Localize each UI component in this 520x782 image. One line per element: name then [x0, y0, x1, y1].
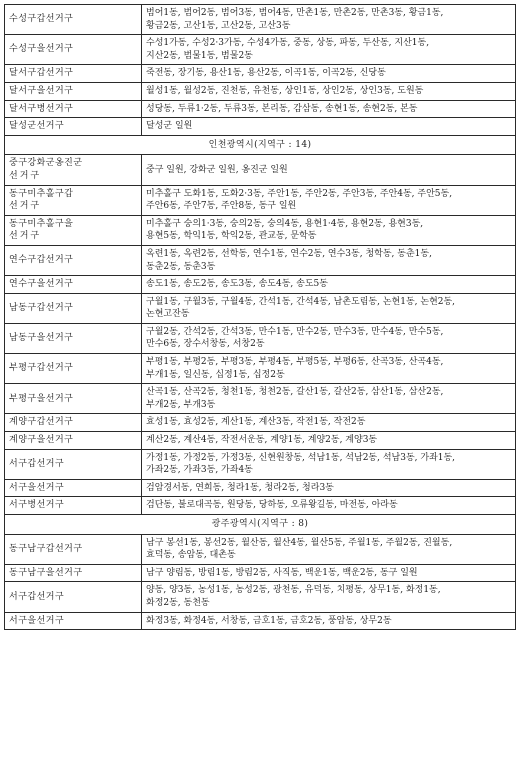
- district-areas-line: 미추홀구 도화1동, 도화2·3동, 주안1동, 주안2동, 주안3동, 주안4동, 주안5동,: [146, 188, 453, 199]
- district-row: [5, 5, 516, 35]
- district-areas: [142, 245, 516, 275]
- district-name: [5, 384, 142, 414]
- district-areas-line: 화정3동, 화정4동, 서창동, 금호1동, 금호2동, 풍암동, 상무2동: [146, 615, 392, 626]
- district-areas: [142, 564, 516, 582]
- district-areas-line: 동춘2동, 동춘3동: [146, 261, 216, 272]
- district-areas-line: 월성1동, 월성2동, 진천동, 유천동, 상인1동, 상인2동, 상인3동, 도원동: [146, 85, 424, 96]
- region-section-header: [5, 515, 516, 535]
- district-row: [5, 534, 516, 564]
- district-row: [5, 245, 516, 275]
- district-areas: [142, 215, 516, 245]
- district-areas-line: 부평1동, 부평2동, 부평3동, 부평4동, 부평5동, 부평6동, 산곡3동, 산곡4동,: [146, 357, 444, 368]
- district-name-line: 동구미추홀구갑: [9, 188, 74, 199]
- district-areas: [142, 5, 516, 35]
- district-name-line: 계양구을선거구: [9, 435, 74, 446]
- district-areas-line: 논현고잔동: [146, 309, 190, 320]
- district-row: [5, 354, 516, 384]
- district-areas-line: 지산2동, 범물1동, 범물2동: [146, 50, 253, 61]
- district-name: [5, 582, 142, 612]
- district-areas-line: 구월1동, 구월3동, 구월4동, 간석1동, 간석4동, 남촌도림동, 논현1동, 논현2동,: [146, 296, 456, 307]
- district-row: [5, 215, 516, 245]
- district-name-line: 서구을선거구: [9, 615, 65, 626]
- district-name-line: 서구갑선거구: [9, 458, 65, 469]
- district-name-line: 동구남구갑선거구: [9, 543, 83, 554]
- district-name: [5, 245, 142, 275]
- district-name-line: 계양구갑선거구: [9, 417, 74, 428]
- district-areas-line: 용현5동, 학익1동, 학익2동, 관교동, 문학동: [146, 231, 317, 242]
- district-areas: [142, 35, 516, 65]
- district-name: [5, 534, 142, 564]
- district-name: [5, 276, 142, 294]
- district-name: [5, 479, 142, 497]
- district-areas-line: 송도1동, 송도2동, 송도3동, 송도4동, 송도5동: [146, 279, 328, 290]
- district-name: [5, 5, 142, 35]
- district-areas-line: 화정2동, 동천동: [146, 597, 210, 608]
- district-areas-line: 죽전동, 장기동, 용산1동, 용산2동, 이곡1동, 이곡2동, 신당동: [146, 68, 386, 79]
- district-areas: [142, 384, 516, 414]
- district-row: [5, 35, 516, 65]
- district-name: [5, 100, 142, 118]
- district-row: [5, 479, 516, 497]
- district-table-body: [5, 5, 516, 630]
- district-areas-line: 검단동, 불로대곡동, 원당동, 당하동, 오류왕길동, 마전동, 아라동: [146, 500, 398, 511]
- district-name: [5, 414, 142, 432]
- district-areas: [142, 155, 516, 185]
- district-row: [5, 414, 516, 432]
- district-name-line: 부평구갑선거구: [9, 363, 74, 374]
- district-name-line: 선거구: [9, 201, 42, 212]
- district-table-page: [4, 4, 516, 630]
- region-section-header: [5, 135, 516, 155]
- district-row: [5, 65, 516, 83]
- district-name: [5, 497, 142, 515]
- district-row: [5, 612, 516, 630]
- district-name-line: 선거구: [9, 231, 42, 242]
- district-table: [4, 4, 516, 630]
- district-row: [5, 449, 516, 479]
- district-areas: [142, 414, 516, 432]
- district-areas-line: 계산2동, 계산4동, 작전서운동, 계양1동, 계양2동, 계양3동: [146, 435, 378, 446]
- district-areas: [142, 612, 516, 630]
- district-name-line: 부평구을선거구: [9, 393, 74, 404]
- district-name: [5, 564, 142, 582]
- district-name-line: 달서구을선거구: [9, 85, 74, 96]
- district-areas: [142, 293, 516, 323]
- district-name-line: 연수구갑선거구: [9, 255, 74, 266]
- region-section-title: 인천광역시(지역구 : 14): [5, 135, 516, 155]
- district-areas-line: 검암경서동, 연희동, 청라1동, 청라2동, 청라3동: [146, 482, 334, 493]
- district-name-line: 달성군선거구: [9, 121, 65, 132]
- district-row: [5, 118, 516, 136]
- district-name: [5, 35, 142, 65]
- district-areas-line: 만수6동, 장수서창동, 서창2동: [146, 339, 265, 350]
- district-areas-line: 효덕동, 송암동, 대촌동: [146, 550, 236, 561]
- district-areas-line: 중구 일원, 강화군 일원, 옹진군 일원: [146, 164, 288, 175]
- district-areas-line: 범어1동, 범어2동, 범어3동, 범어4동, 만촌1동, 만촌2동, 만촌3동, 황금1동,: [146, 8, 444, 18]
- district-areas-line: 산곡1동, 산곡2동, 청천1동, 청천2동, 갈산1동, 갈산2동, 삼산1동, 삼산2동,: [146, 387, 444, 398]
- district-areas: [142, 185, 516, 215]
- district-areas-line: 남구 봉선1동, 봉선2동, 월산동, 월산4동, 월산5동, 주월1동, 주월2동, 진월동,: [146, 537, 453, 548]
- district-name: [5, 185, 142, 215]
- district-name-line: 수성구갑선거구: [9, 14, 74, 25]
- district-row: [5, 293, 516, 323]
- district-areas-line: 남구 양림동, 방림1동, 방림2동, 사직동, 백운1동, 백운2동, 동구 일원: [146, 567, 418, 578]
- district-areas-line: 주안6동, 주안7동, 주안8동, 동구 일원: [146, 201, 297, 212]
- district-name: [5, 432, 142, 450]
- district-row: [5, 185, 516, 215]
- district-row: [5, 564, 516, 582]
- district-areas: [142, 479, 516, 497]
- district-name-line: 수성구을선거구: [9, 44, 74, 55]
- district-name-line: 중구강화군옹진군: [9, 158, 83, 169]
- district-name: [5, 293, 142, 323]
- district-name: [5, 323, 142, 353]
- district-areas: [142, 276, 516, 294]
- district-areas: [142, 118, 516, 136]
- district-name: [5, 449, 142, 479]
- district-name-line: 남동구을선거구: [9, 333, 74, 344]
- district-areas-line: 가좌2동, 가좌3동, 가좌4동: [146, 465, 253, 476]
- district-name-line: 남동구갑선거구: [9, 302, 74, 313]
- region-section-title: 광주광역시(지역구 : 8): [5, 515, 516, 535]
- district-name-line: 달서구갑선거구: [9, 68, 74, 79]
- district-name-line: 서구병선거구: [9, 500, 65, 511]
- district-areas-line: 구월2동, 간석2동, 간석3동, 만수1동, 만수2동, 만수3동, 만수4동, 만수5동,: [146, 326, 444, 337]
- district-row: [5, 82, 516, 100]
- district-name-line: 달서구병선거구: [9, 103, 74, 114]
- district-areas: [142, 100, 516, 118]
- district-areas-line: 가정1동, 가정2동, 가정3동, 신현원창동, 석남1동, 석남2동, 석남3동, 가좌1동,: [146, 452, 456, 463]
- district-name-line: 동구남구을선거구: [9, 567, 83, 578]
- district-areas-line: 달성군 일원: [146, 121, 193, 132]
- district-areas-line: 부개1동, 일신동, 십정1동, 십정2동: [146, 369, 285, 380]
- district-name-line: 서구갑선거구: [9, 591, 65, 602]
- district-row: [5, 276, 516, 294]
- district-row: [5, 155, 516, 185]
- district-name: [5, 82, 142, 100]
- district-areas-line: 미추홀구 숭의1·3동, 숭의2동, 숭의4동, 용현1·4동, 용현2동, 용현3동,: [146, 218, 424, 229]
- district-areas: [142, 354, 516, 384]
- district-areas-line: 황금2동, 고산1동, 고산2동, 고산3동: [146, 20, 291, 31]
- district-areas: [142, 449, 516, 479]
- district-name: [5, 354, 142, 384]
- district-name-line: 연수구을선거구: [9, 279, 74, 290]
- district-row: [5, 323, 516, 353]
- district-areas-line: 성당동, 두류1·2동, 두류3동, 본리동, 감삼동, 송현1동, 송현2동, 본동: [146, 103, 418, 114]
- district-areas: [142, 65, 516, 83]
- district-row: [5, 384, 516, 414]
- district-name: [5, 215, 142, 245]
- district-areas-line: 옥련1동, 옥련2동, 선학동, 연수1동, 연수2동, 연수3동, 청학동, 동춘1동,: [146, 248, 432, 259]
- district-row: [5, 100, 516, 118]
- district-name: [5, 118, 142, 136]
- district-areas-line: 효성1동, 효성2동, 계산1동, 계산3동, 작전1동, 작전2동: [146, 417, 366, 428]
- district-areas-line: 부개2동, 부개3동: [146, 399, 216, 410]
- district-areas: [142, 497, 516, 515]
- district-row: [5, 432, 516, 450]
- district-name-line: 선거구: [9, 170, 42, 181]
- district-name: [5, 155, 142, 185]
- district-areas: [142, 323, 516, 353]
- district-areas: [142, 82, 516, 100]
- district-row: [5, 497, 516, 515]
- district-name-line: 동구미추홀구을: [9, 218, 74, 229]
- district-name: [5, 612, 142, 630]
- district-areas: [142, 432, 516, 450]
- district-areas: [142, 582, 516, 612]
- district-areas-line: 수성1가동, 수성2·3가동, 수성4가동, 중동, 상동, 파동, 두산동, 지산1동,: [146, 38, 430, 49]
- district-row: [5, 582, 516, 612]
- district-name: [5, 65, 142, 83]
- district-areas-line: 양동, 양3동, 농성1동, 농성2동, 광천동, 유덕동, 치평동, 상무1동, 화정1동,: [146, 585, 441, 596]
- district-areas: [142, 534, 516, 564]
- district-name-line: 서구을선거구: [9, 482, 65, 493]
